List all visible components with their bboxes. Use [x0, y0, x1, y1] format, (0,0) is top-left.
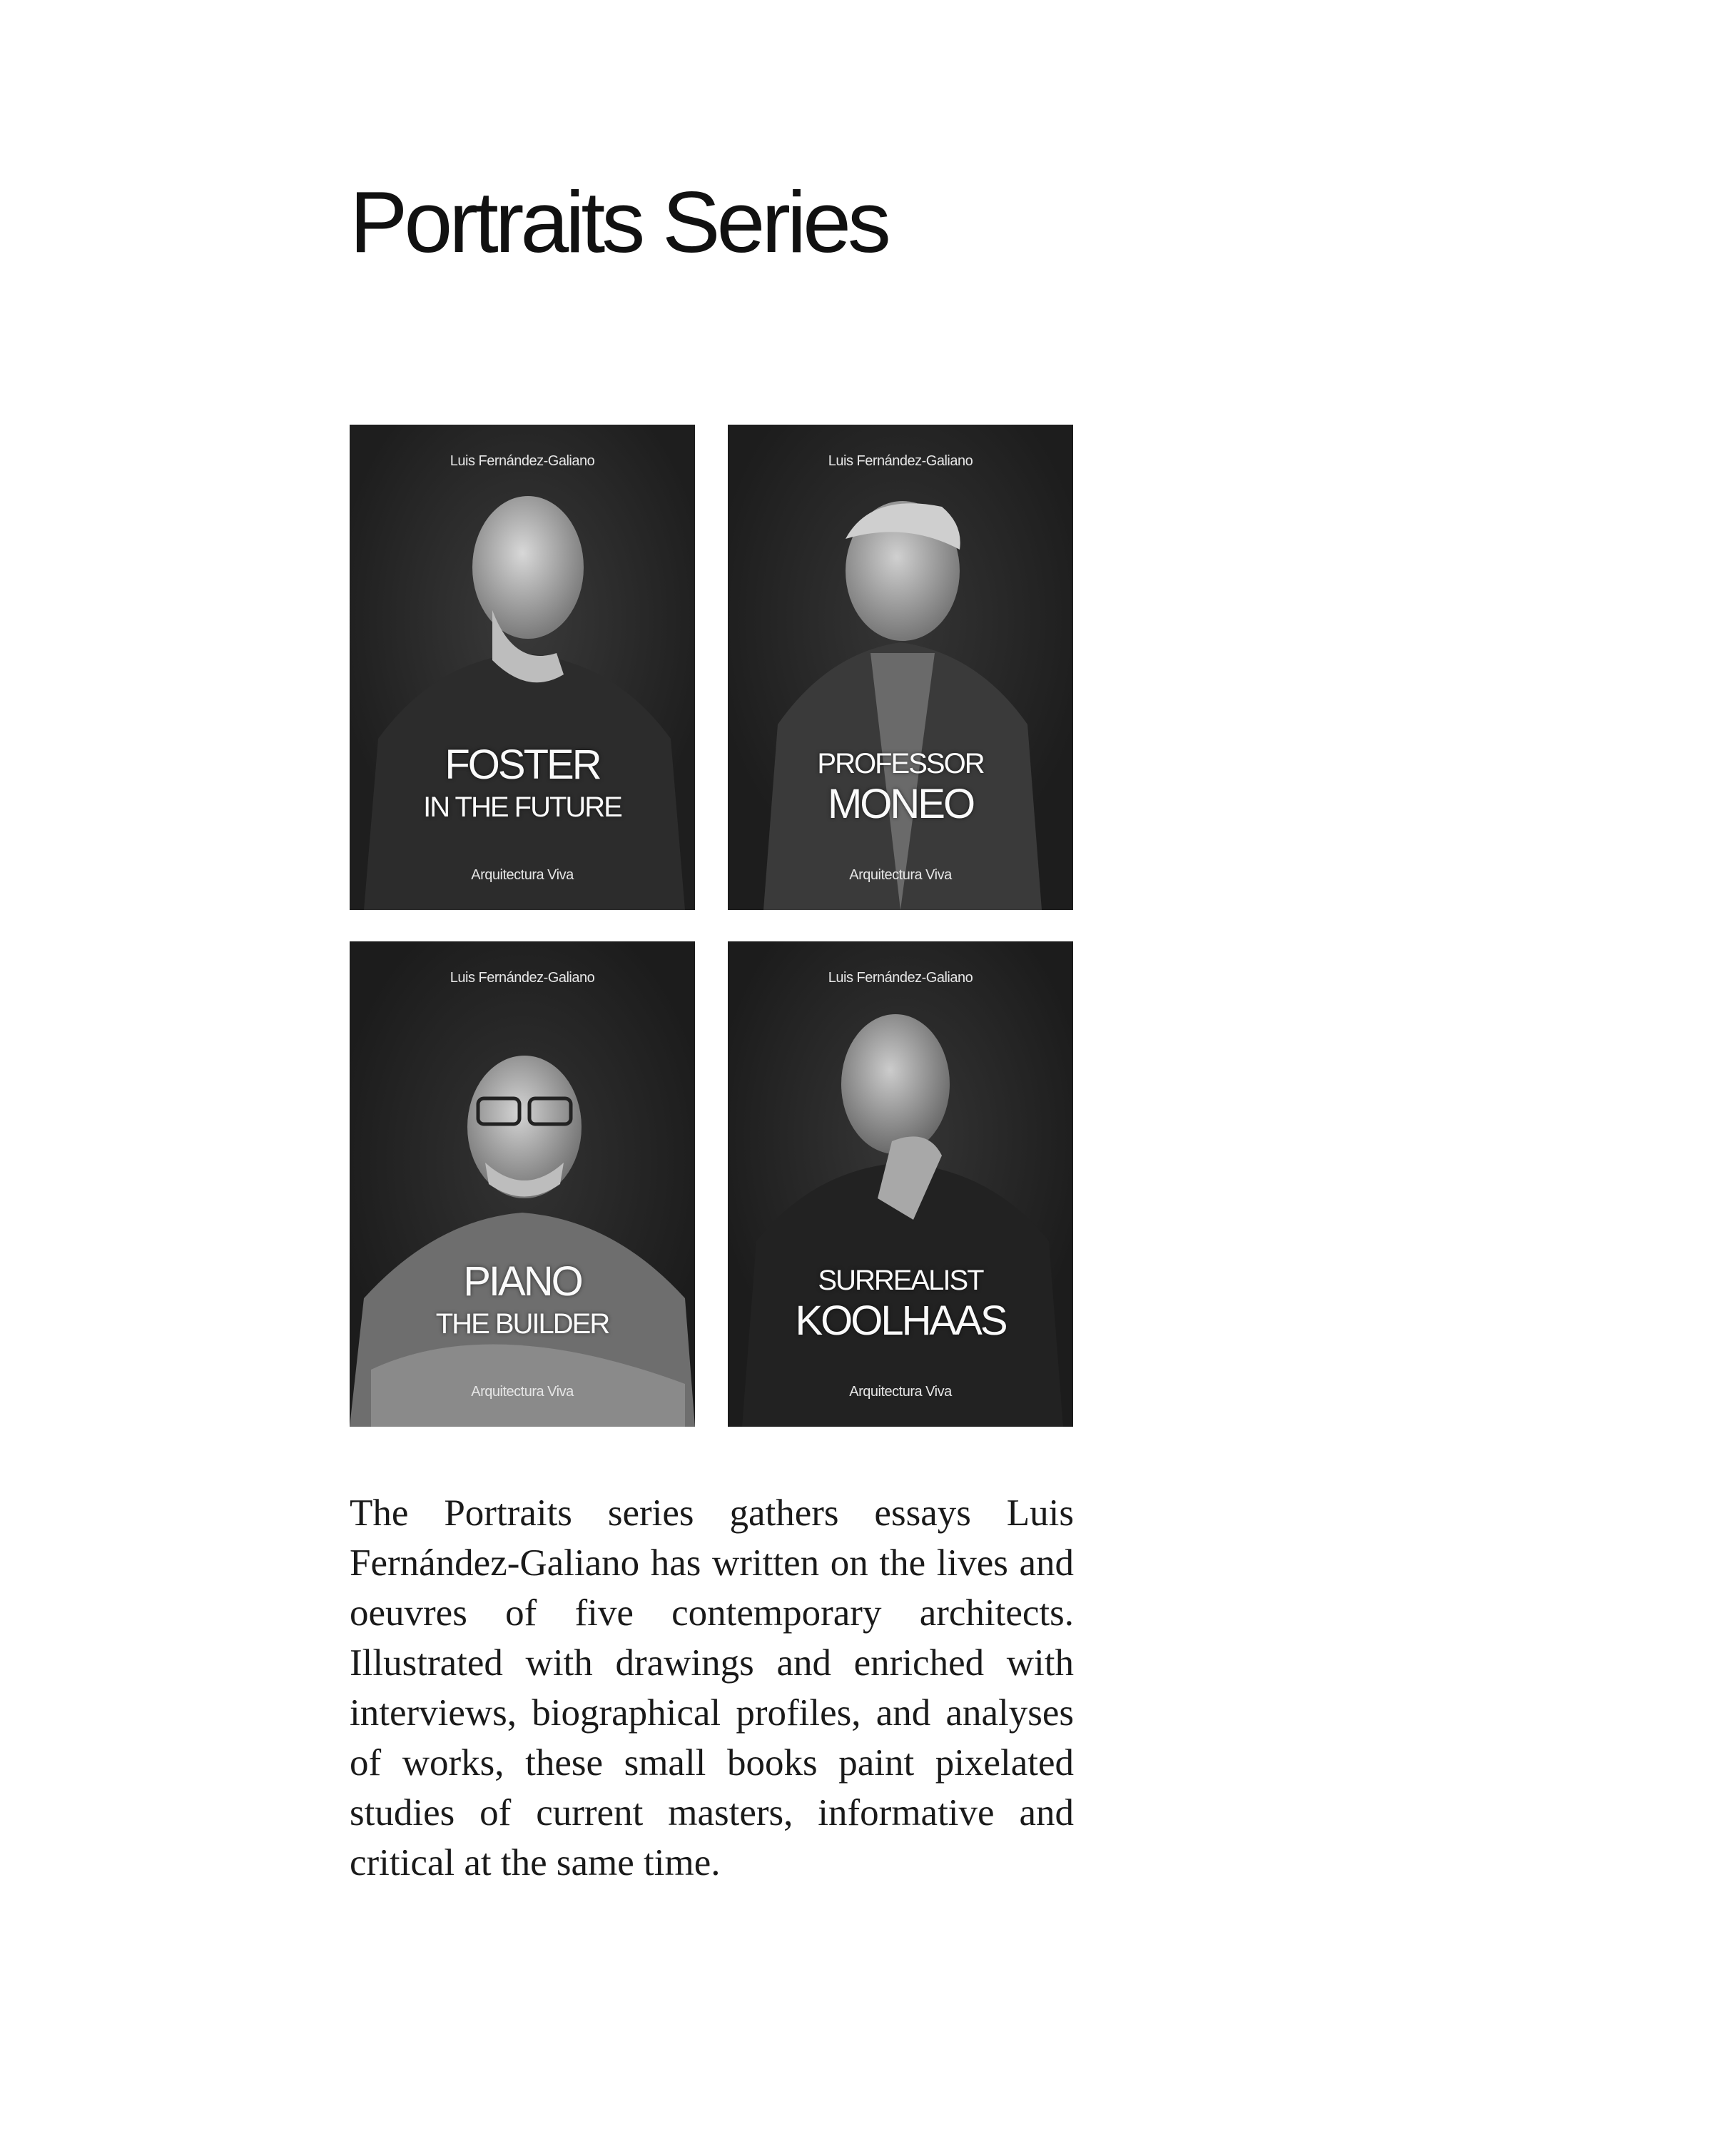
cover-author: Luis Fernández-Galiano	[450, 970, 595, 986]
book-cover-foster	[350, 425, 695, 910]
cover-publisher: Arquitectura Viva	[849, 1384, 952, 1400]
cover-title-main: KOOLHAAS	[795, 1298, 1006, 1344]
cover-title-sub: IN THE FUTURE	[423, 792, 621, 823]
page-title: Portraits Series	[350, 173, 888, 270]
book-cover-moneo	[728, 425, 1073, 910]
cover-title-sub: THE BUILDER	[435, 1308, 609, 1340]
portrait-photo-piano	[350, 941, 695, 1427]
series-description: The Portraits series gathers essays Luis Fernández-Galiano has written on the lives and oeuvres of five contemporary architects. Illustrated with drawings and enriched with interviews, biographical profiles, and analyses of works, these small books paint pixelated studies of current masters, informative and critical at the same time.	[350, 1492, 1074, 1883]
cover-publisher: Arquitectura Viva	[471, 1384, 574, 1400]
cover-title-sub: PROFESSOR	[817, 748, 984, 779]
cover-title-main: MONEO	[827, 781, 974, 827]
book-cover-koolhaas	[728, 941, 1073, 1427]
cover-author: Luis Fernández-Galiano	[450, 453, 595, 469]
cover-title-main: PIANO	[463, 1258, 582, 1305]
cover-author: Luis Fernández-Galiano	[828, 453, 973, 469]
cover-publisher: Arquitectura Viva	[471, 867, 574, 883]
portrait-photo-foster	[350, 425, 695, 910]
cover-title-main: FOSTER	[445, 742, 600, 788]
book-cover-piano	[350, 941, 695, 1427]
portrait-photo-moneo	[728, 425, 1073, 910]
cover-publisher: Arquitectura Viva	[849, 867, 952, 883]
portrait-photo-koolhaas	[728, 941, 1073, 1427]
cover-title-sub: SURREALIST	[818, 1265, 983, 1296]
cover-author: Luis Fernández-Galiano	[828, 970, 973, 986]
